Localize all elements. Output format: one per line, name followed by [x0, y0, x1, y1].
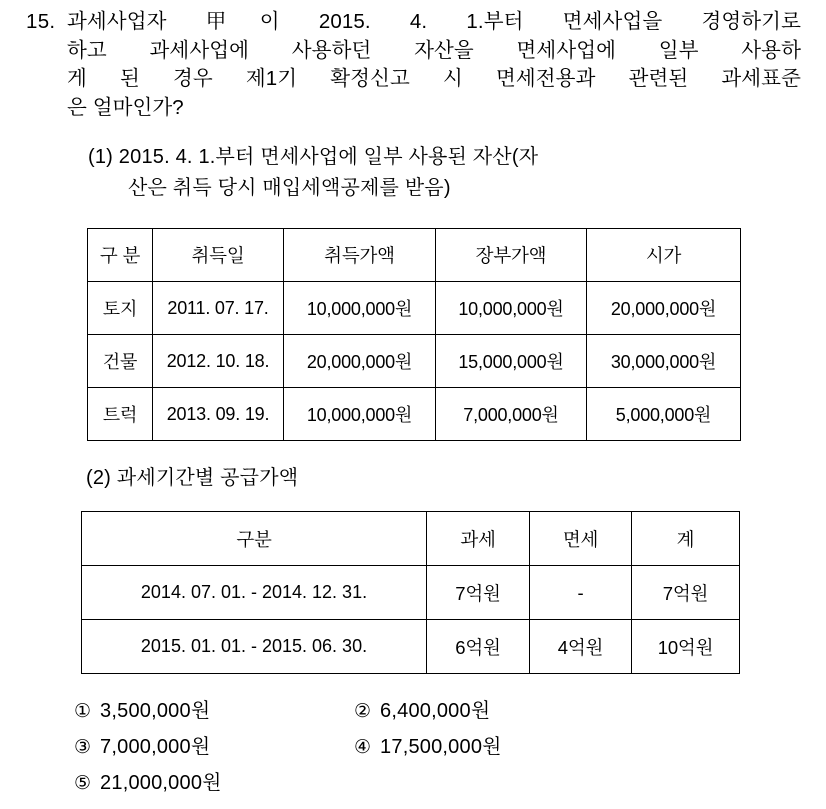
answer-choice-4[interactable] [354, 730, 502, 759]
column-header-division: 구 분 [88, 229, 153, 282]
answer-choice-3[interactable] [74, 730, 354, 759]
table-row [88, 335, 741, 388]
question-text-line-2: 하고 과세사업에 사용하던 자산을 면세사업에 일부 사용하 [67, 38, 801, 62]
cell-market-value: 20,000,000원 [587, 282, 741, 335]
column-header-acquisition-value: 취득가액 [284, 229, 436, 282]
section-1-heading-line-1: (1) 2015. 4. 1.부터 면세사업에 일부 사용된 자산(자 [88, 146, 539, 168]
cell-period: 2015. 01. 01. - 2015. 06. 30. [82, 620, 427, 674]
question-block [26, 8, 801, 122]
column-header-acquisition-date: 취득일 [153, 229, 284, 282]
answer-choice-5[interactable] [74, 766, 354, 795]
table-row [88, 282, 741, 335]
period-table-body [82, 566, 740, 674]
answer-choice-1[interactable] [74, 694, 354, 723]
question-line [26, 65, 801, 94]
question-line [26, 8, 801, 37]
cell-acquisition-date: 2013. 09. 19. [153, 388, 284, 441]
asset-table-header [88, 229, 741, 282]
period-supply-table [81, 511, 740, 674]
cell-period: 2014. 07. 01. - 2014. 12. 31. [82, 566, 427, 620]
column-header-period: 구분 [82, 512, 427, 566]
choice-marker-5: ⑤ [74, 773, 92, 794]
choice-marker-4: ④ [354, 737, 372, 758]
question-text-line-4: 은 얼마인가? [67, 95, 184, 119]
cell-taxable: 6억원 [427, 620, 530, 674]
table-header-row [88, 229, 741, 282]
table-row [82, 566, 740, 620]
answer-choice-2[interactable] [354, 694, 490, 723]
choice-text-1: 3,500,000원 [100, 700, 211, 722]
choice-marker-2: ② [354, 701, 372, 722]
choice-marker-1: ① [74, 701, 92, 722]
cell-acquisition-value: 20,000,000원 [284, 335, 436, 388]
cell-division: 토지 [88, 282, 153, 335]
cell-book-value: 15,000,000원 [436, 335, 587, 388]
choice-marker-3: ③ [74, 737, 92, 758]
column-header-total: 계 [632, 512, 740, 566]
choice-text-3: 7,000,000원 [100, 736, 211, 758]
cell-market-value: 5,000,000원 [587, 388, 741, 441]
cell-acquisition-value: 10,000,000원 [284, 388, 436, 441]
table-row [88, 388, 741, 441]
question-line [26, 37, 801, 66]
choice-row [74, 730, 774, 766]
choice-row [74, 766, 774, 802]
choice-row [74, 694, 774, 730]
choice-text-4: 17,500,000원 [380, 736, 502, 758]
question-text-line-1: 과세사업자 甲이 2015. 4. 1.부터 면세사업을 경영하기로 [67, 10, 801, 33]
cell-taxable: 7억원 [427, 566, 530, 620]
question-line [26, 94, 801, 123]
choice-text-2: 6,400,000원 [380, 700, 491, 722]
question-text-line-3: 게 된 경우 제1기 확정신고 시 면세전용과 관련된 과세표준 [67, 67, 801, 90]
section-2-heading: (2) 과세기간별 공급가액 [86, 467, 299, 489]
cell-total: 10억원 [632, 620, 740, 674]
cell-acquisition-value: 10,000,000원 [284, 282, 436, 335]
section-1-heading-line-2: 산은 취득 당시 매입세액공제를 받음) [128, 177, 451, 199]
cell-acquisition-date: 2011. 07. 17. [153, 282, 284, 335]
table-row [82, 620, 740, 674]
answer-choices [74, 694, 774, 802]
column-header-exempt: 면세 [530, 512, 632, 566]
table-header-row [82, 512, 740, 566]
cell-exempt: - [530, 566, 632, 620]
cell-market-value: 30,000,000원 [587, 335, 741, 388]
choice-text-5: 21,000,000원 [100, 772, 222, 794]
asset-table [87, 228, 741, 441]
cell-book-value: 7,000,000원 [436, 388, 587, 441]
cell-acquisition-date: 2012. 10. 18. [153, 335, 284, 388]
cell-exempt: 4억원 [530, 620, 632, 674]
column-header-book-value: 장부가액 [436, 229, 587, 282]
cell-total: 7억원 [632, 566, 740, 620]
cell-book-value: 10,000,000원 [436, 282, 587, 335]
period-table-header [82, 512, 740, 566]
question-number: 15. [26, 10, 56, 33]
column-header-taxable: 과세 [427, 512, 530, 566]
column-header-market-value: 시가 [587, 229, 741, 282]
cell-division: 건물 [88, 335, 153, 388]
cell-division: 트럭 [88, 388, 153, 441]
asset-table-body [88, 282, 741, 441]
